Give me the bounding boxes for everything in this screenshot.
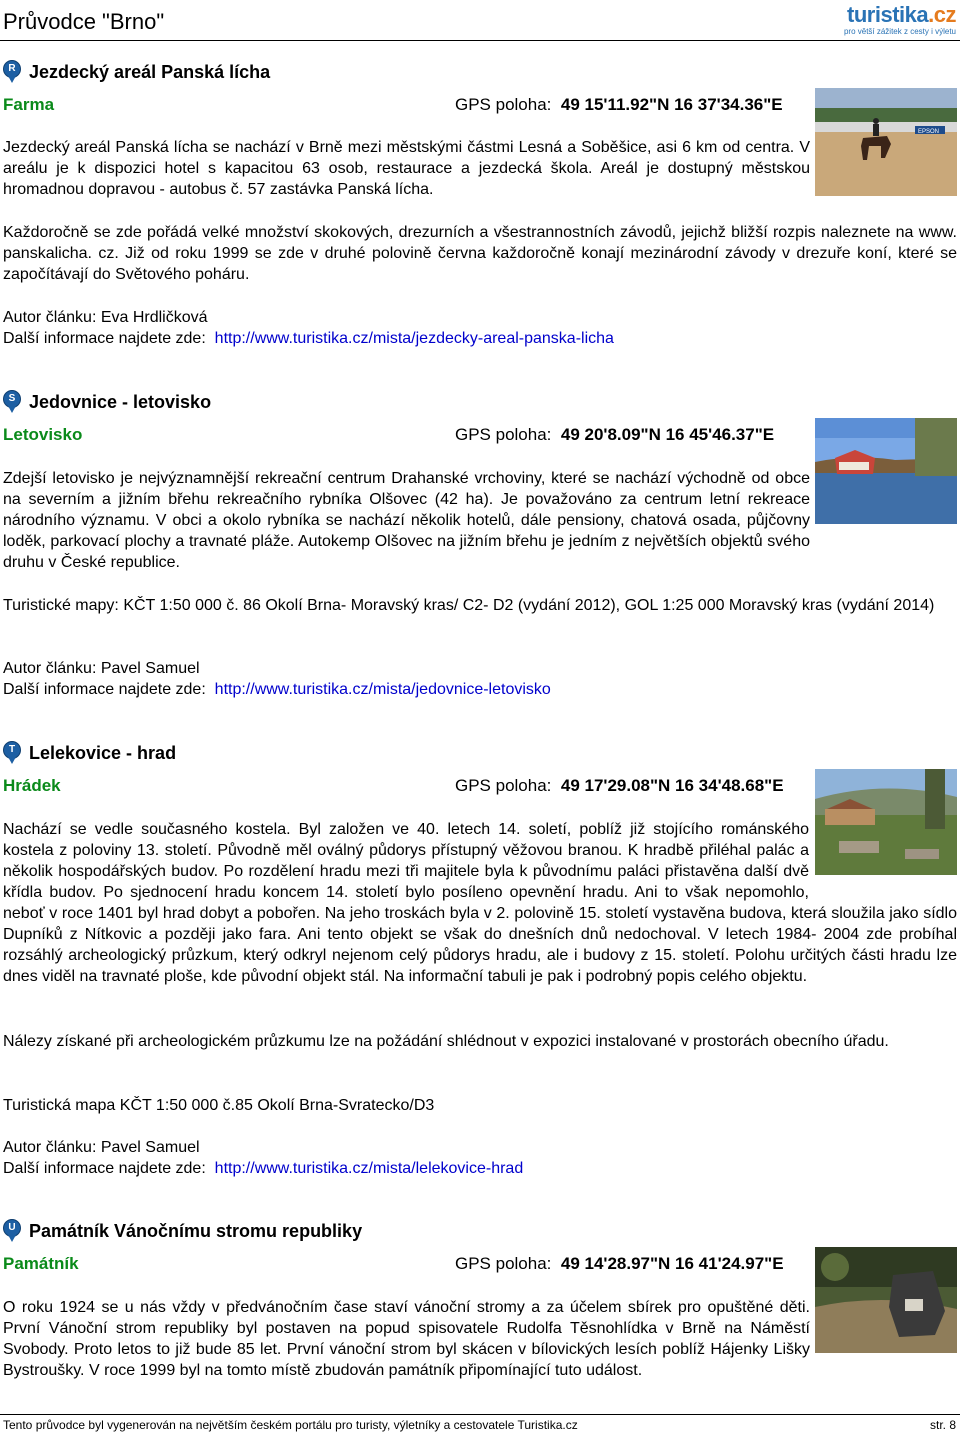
entry-category: Památník xyxy=(3,1254,79,1273)
more-info-link[interactable]: http://www.turistika.cz/mista/jezdecky-areal-panska-licha xyxy=(214,330,614,347)
turistika-logo xyxy=(843,2,956,36)
page-number: str. 8 xyxy=(929,1418,956,1432)
entry-title: Lelekovice - hrad xyxy=(29,743,177,763)
logo-tagline: pro větší zážitek z cesty i výletu xyxy=(843,27,956,36)
article-author: Autor článku: Pavel Samuel xyxy=(3,1139,200,1156)
map-marker-u-icon: U xyxy=(3,1219,21,1241)
entry-paragraph: Turistická mapa KČT 1:50 000 č.85 Okolí Brna-Svratecko/D3 xyxy=(3,1097,435,1114)
more-info-link[interactable]: http://www.turistika.cz/mista/jedovnice-letovisko xyxy=(214,681,551,698)
gps-position: GPS poloha: 49 17'29.08"N 16 34'48.68"E xyxy=(455,776,784,795)
entry-paragraph: Zdejší letovisko je nejvýznamnější rekreační centrum Drahanské vrchoviny, které se nachází východně od obce na severním a jižním břehu rekreačního rybníka Olšovec (42 ha). Je považováno za centrum letní rekreace národního významu. V obci a okolo rybníka se nachází několik hotelů, dále pensiony, chatová osada, půjčovny loděk, parkovací plochy a travnaté pláže. Autokemp Olšovec na jižním břehu je jedním z největších objektů svého druhu v České republice. xyxy=(3,470,810,571)
article-author: Autor článku: Pavel Samuel xyxy=(3,660,200,677)
horse-riding-photo xyxy=(815,88,957,196)
more-info-line: Další informace najdete zde: http://www.turistika.cz/mista/jezdecky-areal-panska-licha xyxy=(3,330,614,347)
entry-title: Jedovnice - letovisko xyxy=(29,392,212,412)
logo-brand: turistika xyxy=(847,2,929,27)
more-info-link[interactable]: http://www.turistika.cz/mista/lelekovice-hrad xyxy=(214,1160,524,1177)
entry-category: Farma xyxy=(3,95,55,114)
entry-paragraph: Každoročně se zde pořádá velké množství skokových, drezurních a všestrannostních závodů, jejichž bližší rozpis naleznete na www. panskalicha. cz. Již od roku 1999 se zde v druhé polovině června každoročně konají mezinárodní závody v drezuře koní, které se započítávají do Světového poháru. xyxy=(3,224,957,283)
entry-title: Památník Vánočnímu stromu republiky xyxy=(29,1221,363,1241)
entry-paragraph: Nálezy získané při archeologickém průzkumu lze na požádání shlédnout v expozici instalované v prostorách obecního úřadu. xyxy=(3,1033,889,1050)
gps-position: GPS poloha: 49 20'8.09"N 16 45'46.37"E xyxy=(455,425,775,444)
header-divider xyxy=(0,40,960,41)
gps-position: GPS poloha: 49 15'11.92"N 16 37'34.36"E xyxy=(455,95,783,114)
article-author: Autor článku: Eva Hrdličková xyxy=(3,309,208,326)
entry-paragraph: Turistické mapy: KČT 1:50 000 č. 86 Okolí Brna- Moravský kras/ C2- D2 (vydání 2012), GOL 1:25 000 Moravský kras (vydání 2014) xyxy=(3,597,935,614)
map-marker-t-icon: T xyxy=(3,741,21,763)
page-header xyxy=(0,0,960,40)
memorial-stone-photo xyxy=(815,1247,957,1353)
entry-paragraph: Nachází se vedle současného kostela. Byl založen ve 40. letech 14. soletí, poblíž již stojícího románského kostela z poloviny 13. století. Původně měl oválný půdorys přístupný věžovou branou. K hradbě přiléhal palác a několik hospodářských budov. Po rozdělení hradu mezi tři majitele byla k původnímu paláci přistavěna další dvě křídla budov. Po sjednocení hradu koncem 14. století bylo posíleno opevnění hradu. Ani to však nepomohlo, neboť v roce 1401 byl hrad dobyt a pobořen. Na jeho troskách byla v 2. polovině 15. století vystavěna budova, která sloužila jako sídlo Dupníků z Nítkovic a později jako fara. Ani tento objekt se však do dnešních dnů nedochoval. V letech 1984- 2004 zde probíhal rozsáhlý archeologický průzkum, který odkryl nejenom celý půdorys hradu, ale i budovy z 15. století. Polohu určitých části hradu lze dnes viděl na travnaté ploše, kde původní objekt stál. Na informační tabuli je pak i podrobný popis celého objektu. xyxy=(3,821,957,985)
more-info-line: Další informace najdete zde: http://www.turistika.cz/mista/lelekovice-hrad xyxy=(3,1160,524,1177)
footer-text: Tento průvodce byl vygenerován na největším českém portálu pro turisty, výletníky a cestovatele Turistika.cz xyxy=(3,1418,578,1432)
entry-title: Jezdecký areál Panská lícha xyxy=(29,62,271,82)
more-info-line: Další informace najdete zde: http://www.turistika.cz/mista/jedovnice-letovisko xyxy=(3,681,551,698)
map-marker-s-icon: S xyxy=(3,390,21,412)
footer-divider xyxy=(0,1414,960,1415)
logo-tld: .cz xyxy=(928,2,956,27)
gps-position: GPS poloha: 49 14'28.97"N 16 41'24.97"E xyxy=(455,1254,784,1273)
entry-paragraph: Jezdecký areál Panská lícha se nachází v Brně mezi městskými částmi Lesná a Soběšice, asi 6 km od centra. V areálu je k dispozici hotel s kapacitou 63 osob, restaurace a jezdecká škola. Areál je dostupný městskou hromadnou dopravou - autobus č. 57 zastávka Panská lícha. xyxy=(3,139,810,198)
entry-category: Letovisko xyxy=(3,425,83,444)
svg-text:EPSON: EPSON xyxy=(918,129,940,135)
entry-paragraph: O roku 1924 se u nás vždy v předvánočním čase staví vánoční stromy a za účelem sbírek pro opuštěné děti. První Vánoční strom republiky byl postaven na popud spisovatele Rudolfa Těsnohlídka v Brně na Náměstí Svobody. Proto letos to již bude 85 let. První vánoční strom byl skácen v bílovických lesích poblíž Hájenky Lišky Bystroušky. V roce 1999 byl na tomto místě zbudován památník připomínající tuto událost. xyxy=(3,1299,810,1379)
entry-category: Hrádek xyxy=(3,776,61,795)
map-marker-r-icon: R xyxy=(3,60,21,82)
guide-title: Průvodce "Brno" xyxy=(3,9,165,34)
lake-photo xyxy=(815,418,957,524)
